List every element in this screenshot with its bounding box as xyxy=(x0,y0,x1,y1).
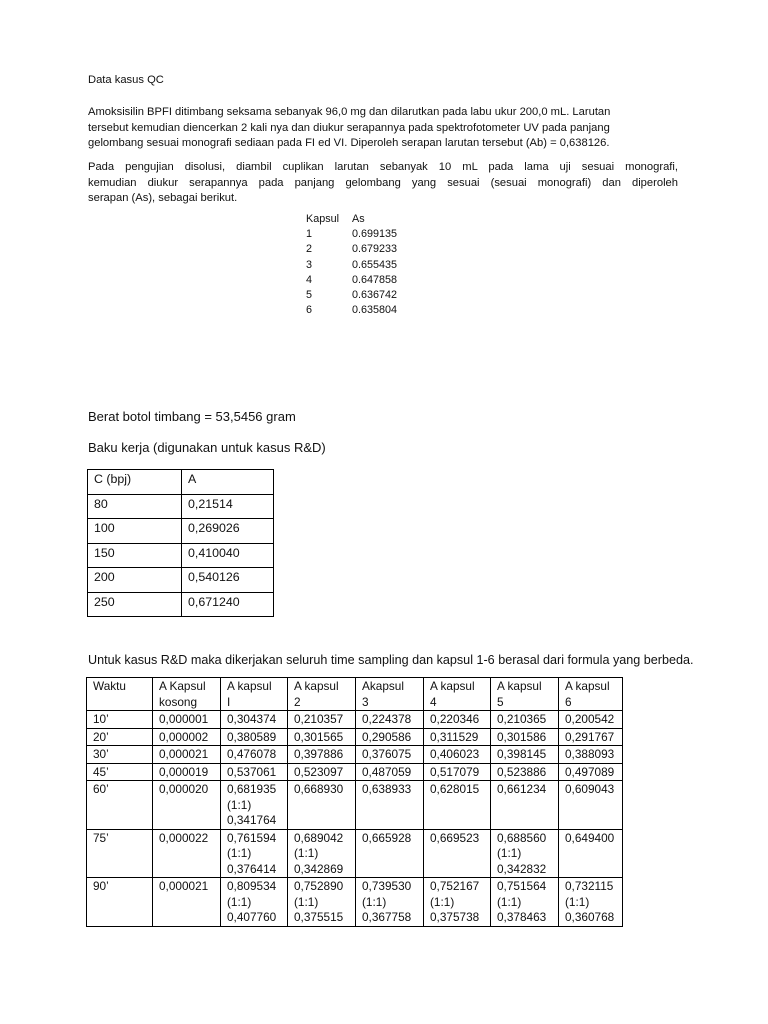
absorbance-cell xyxy=(288,746,356,764)
cell-line: (1:1) xyxy=(497,846,522,860)
absorbance-cell xyxy=(288,878,356,927)
cell-line: 0,220346 xyxy=(430,712,480,726)
absorbance-cell xyxy=(424,829,491,878)
absorbance-cell xyxy=(491,763,559,781)
cell-line: 0,665928 xyxy=(362,830,412,845)
kapsul-as-value: 0.635804 xyxy=(352,304,398,317)
kapsul-header: Kapsul xyxy=(306,213,340,225)
cell-line: 3 xyxy=(362,694,369,709)
table-row xyxy=(88,543,274,568)
kapsul-as-value: 0.636742 xyxy=(352,289,398,302)
absorbance-cell xyxy=(153,763,221,781)
time-cell xyxy=(87,763,153,781)
cell-line: 0,301565 xyxy=(294,729,344,744)
cell-line: 0,360768 xyxy=(565,910,615,924)
cell-line: 0,000002 xyxy=(159,729,209,744)
cell-line: 0,376414 xyxy=(227,861,277,876)
kapsul-number: 1 xyxy=(306,228,313,241)
absorbance-cell xyxy=(153,746,221,764)
table-row xyxy=(88,568,274,593)
cell-line: (1:1) xyxy=(227,894,252,909)
time-cell xyxy=(87,829,153,878)
cell-line: 0,367758 xyxy=(362,910,412,924)
table-row xyxy=(88,592,274,617)
cell-line: 20’ xyxy=(93,729,109,744)
table-cell: 80 xyxy=(88,494,182,519)
cell-line: 0,210357 xyxy=(294,712,344,726)
cell-line: 0,487059 xyxy=(362,764,412,779)
absorbance-cell xyxy=(356,829,424,878)
cell-line: 0,638933 xyxy=(362,782,412,796)
table-header-cell: C (bpj) xyxy=(88,470,182,495)
cell-line: 0,311529 xyxy=(430,729,479,744)
absorbance-cell xyxy=(153,878,221,927)
cell-line: 0,200542 xyxy=(565,712,615,726)
absorbance-cell xyxy=(221,878,288,927)
table-cell: 0,671240 xyxy=(182,592,274,617)
absorbance-cell xyxy=(288,763,356,781)
absorbance-cell xyxy=(424,746,491,764)
table-cell: 250 xyxy=(88,592,182,617)
cell-line: 0,761594 xyxy=(227,830,277,845)
cell-line: 0,398145 xyxy=(497,747,547,761)
kapsul-as-value: 0.655435 xyxy=(352,258,398,271)
cell-line: 0,523886 xyxy=(497,764,547,779)
cell-line: (1:1) xyxy=(362,894,387,909)
absorbance-cell xyxy=(288,829,356,878)
table-header-cell: A xyxy=(182,470,274,495)
absorbance-cell xyxy=(356,781,424,830)
table-row xyxy=(87,878,623,927)
cell-line: 10’ xyxy=(93,712,109,726)
time-cell xyxy=(87,711,153,729)
table-cell: 0,410040 xyxy=(182,543,274,568)
baku-kerja-table xyxy=(87,469,274,617)
cell-line: 90’ xyxy=(93,879,109,893)
absorbance-cell xyxy=(153,728,221,746)
cell-line: A kapsul xyxy=(565,679,610,693)
absorbance-cell xyxy=(424,763,491,781)
table-header-cell xyxy=(153,678,221,711)
absorbance-cell xyxy=(153,829,221,878)
cell-line: A kapsul xyxy=(294,679,339,693)
as-header: As xyxy=(352,213,365,225)
cell-line: 0,341764 xyxy=(227,813,277,827)
cell-line: A kapsul xyxy=(430,679,475,693)
cell-line: (1:1) xyxy=(227,846,252,860)
kapsul-number: 6 xyxy=(306,304,313,317)
cell-line: 0,689042 xyxy=(294,830,344,845)
cell-line: 45’ xyxy=(93,764,109,779)
table-header-cell xyxy=(221,678,288,711)
paragraph-line: kemudian diukur serapannya pada panjang gelombang yang sesuai (sesuai monografi) dan diperoleh xyxy=(88,176,678,189)
kapsul-list-row xyxy=(306,273,397,288)
rd-intro-text: Untuk kasus R&D maka dikerjakan seluruh time sampling dan kapsul 1-6 berasal dari formula yang berbeda. xyxy=(88,653,694,667)
table-row xyxy=(87,763,623,781)
table-cell: 0,269026 xyxy=(182,519,274,544)
paragraph-line: Pada pengujian disolusi, diambil cuplikan larutan sebanyak 10 mL pada lama uji sesuai monografi, xyxy=(88,161,678,173)
cell-line: 0,000019 xyxy=(159,764,209,779)
table-header-cell xyxy=(288,678,356,711)
cell-line: 0,210365 xyxy=(497,712,547,726)
cell-line: 75’ xyxy=(93,830,109,845)
absorbance-cell xyxy=(491,746,559,764)
table-row xyxy=(87,728,623,746)
cell-line: 0,380589 xyxy=(227,729,277,744)
absorbance-cell xyxy=(491,711,559,729)
absorbance-cell xyxy=(559,746,623,764)
cell-line: 0,669523 xyxy=(430,830,480,845)
absorbance-cell xyxy=(424,728,491,746)
table-row xyxy=(87,829,623,878)
absorbance-cell xyxy=(221,763,288,781)
cell-line: 2 xyxy=(294,694,301,709)
cell-line: 0,290586 xyxy=(362,729,412,744)
absorbance-cell xyxy=(491,781,559,830)
absorbance-cell xyxy=(288,711,356,729)
document-heading: Data kasus QC xyxy=(88,74,164,86)
kapsul-list-row xyxy=(306,242,397,257)
cell-line: Akapsul xyxy=(362,679,404,693)
kapsul-number: 2 xyxy=(306,243,313,256)
table-header-cell xyxy=(424,678,491,711)
cell-line: 0,668930 xyxy=(294,782,344,796)
cell-line: 0,397886 xyxy=(294,747,344,761)
absorbance-cell xyxy=(356,878,424,927)
baku-kerja-title: Baku kerja (digunakan untuk kasus R&D) xyxy=(88,440,326,455)
time-cell xyxy=(87,746,153,764)
cell-line: (1:1) xyxy=(565,894,590,909)
paragraph-line: tersebut kemudian diencerkan 2 kali nya dan diukur serapannya pada spektrofotometer UV pada panjang xyxy=(88,121,610,134)
cell-line: 0,000022 xyxy=(159,830,209,845)
paragraph-line: gelombang sesuai monografi sediaan pada FI ed VI. Diperoleh serapan larutan tersebut (Ab) = 0,638126. xyxy=(88,137,610,149)
absorbance-cell xyxy=(221,829,288,878)
cell-line: 60’ xyxy=(93,782,109,796)
absorbance-cell xyxy=(153,711,221,729)
cell-line: 0,000001 xyxy=(159,712,209,726)
time-cell xyxy=(87,728,153,746)
table-cell: 200 xyxy=(88,568,182,593)
absorbance-cell xyxy=(288,728,356,746)
cell-line: 30’ xyxy=(93,747,109,761)
cell-line: 0,388093 xyxy=(565,747,615,761)
absorbance-cell xyxy=(424,711,491,729)
cell-line: 4 xyxy=(430,694,437,709)
table-row xyxy=(88,519,274,544)
absorbance-cell xyxy=(356,728,424,746)
table-cell: 100 xyxy=(88,519,182,544)
absorbance-cell xyxy=(288,781,356,830)
cell-line: 0,661234 xyxy=(497,782,547,796)
absorbance-cell xyxy=(424,878,491,927)
absorbance-cell xyxy=(356,763,424,781)
cell-line: 0,375738 xyxy=(430,910,480,924)
kapsul-list-row xyxy=(306,258,397,273)
kapsul-list-row xyxy=(306,288,397,303)
absorbance-cell xyxy=(491,829,559,878)
absorbance-cell xyxy=(153,781,221,830)
kapsul-list-row xyxy=(306,227,397,242)
absorbance-cell xyxy=(356,746,424,764)
absorbance-cell xyxy=(356,711,424,729)
cell-line: A kapsul xyxy=(227,679,272,693)
cell-line: 0,406023 xyxy=(430,747,480,761)
absorbance-cell xyxy=(221,728,288,746)
cell-line: 0,752167 xyxy=(430,879,480,893)
cell-line: 0,523097 xyxy=(294,764,344,779)
kapsul-as-value: 0.647858 xyxy=(352,273,398,286)
cell-line: 0,732115 xyxy=(565,879,614,893)
cell-line: 0,224378 xyxy=(362,712,412,726)
cell-line: 0,649400 xyxy=(565,830,615,845)
table-header-row xyxy=(88,470,274,495)
paragraph-qc-standard xyxy=(88,105,670,152)
kapsul-number: 5 xyxy=(306,289,313,302)
time-cell xyxy=(87,781,153,830)
table-cell: 150 xyxy=(88,543,182,568)
kapsul-as-value: 0.699135 xyxy=(352,228,398,241)
absorbance-cell xyxy=(559,829,623,878)
cell-line: 0,342869 xyxy=(294,861,344,876)
cell-line: 0,000021 xyxy=(159,747,209,761)
cell-line: I xyxy=(227,694,231,709)
cell-line: 0,378463 xyxy=(497,910,547,924)
cell-line: 0,000020 xyxy=(159,782,209,796)
cell-line: (1:1) xyxy=(430,894,455,909)
cell-line: 5 xyxy=(497,694,504,709)
kapsul-as-value: 0.679233 xyxy=(352,243,398,256)
cell-line: 0,000021 xyxy=(159,879,209,893)
cell-line: 0,301586 xyxy=(497,729,547,744)
cell-line: 0,537061 xyxy=(227,764,277,779)
cell-line: 0,681935 xyxy=(227,782,277,796)
table-row xyxy=(87,711,623,729)
paragraph-line: Amoksisilin BPFI ditimbang seksama sebanyak 96,0 mg dan dilarutkan pada labu ukur 200,0 mL. Larutan xyxy=(88,106,611,118)
absorbance-cell xyxy=(221,746,288,764)
cell-line: A Kapsul xyxy=(159,679,206,693)
absorbance-cell xyxy=(491,878,559,927)
table-header-cell xyxy=(559,678,623,711)
table-header-cell xyxy=(356,678,424,711)
cell-line: 0,739530 xyxy=(362,879,412,893)
cell-line: 0,476078 xyxy=(227,747,277,761)
cell-line: 0,628015 xyxy=(430,782,480,796)
cell-line: (1:1) xyxy=(227,797,252,812)
table-row xyxy=(87,746,623,764)
absorbance-cell xyxy=(559,711,623,729)
paragraph-dissolution xyxy=(88,160,678,207)
cell-line: 0,342832 xyxy=(497,861,547,876)
absorbance-cell xyxy=(559,781,623,830)
table-row xyxy=(87,781,623,830)
cell-line: 0,517079 xyxy=(430,764,480,779)
cell-line: 0,375515 xyxy=(294,910,344,924)
table-header-cell xyxy=(491,678,559,711)
table-cell: 0,21514 xyxy=(182,494,274,519)
absorbance-cell xyxy=(221,711,288,729)
berat-botol-text: Berat botol timbang = 53,5456 gram xyxy=(88,409,296,424)
cell-line: 0,291767 xyxy=(565,729,615,744)
absorbance-cell xyxy=(559,878,623,927)
cell-line: 0,376075 xyxy=(362,747,412,761)
cell-line: 0,688560 xyxy=(497,830,547,845)
rd-absorbance-table xyxy=(86,677,623,927)
cell-line: A kapsul xyxy=(497,679,542,693)
absorbance-cell xyxy=(424,781,491,830)
absorbance-cell xyxy=(559,728,623,746)
table-cell: 0,540126 xyxy=(182,568,274,593)
cell-line: (1:1) xyxy=(294,846,319,860)
cell-line: 0,497089 xyxy=(565,764,615,779)
cell-line: 0,809534 xyxy=(227,879,277,893)
kapsul-list-header xyxy=(306,212,397,227)
kapsul-number: 4 xyxy=(306,273,313,286)
cell-line: Waktu xyxy=(93,679,126,693)
cell-line: 0,752890 xyxy=(294,879,344,893)
kapsul-list-row xyxy=(306,303,397,318)
cell-line: (1:1) xyxy=(497,894,522,909)
paragraph-line: serapan (As), sebagai berikut. xyxy=(88,192,238,204)
kapsul-number: 3 xyxy=(306,258,313,271)
cell-line: 0,304374 xyxy=(227,712,277,726)
table-header-row xyxy=(87,678,623,711)
absorbance-cell xyxy=(559,763,623,781)
cell-line: 0,407760 xyxy=(227,910,277,924)
table-header-cell xyxy=(87,678,153,711)
time-cell xyxy=(87,878,153,927)
cell-line: 0,751564 xyxy=(497,879,547,893)
absorbance-cell xyxy=(491,728,559,746)
cell-line: (1:1) xyxy=(294,894,319,909)
absorbance-cell xyxy=(221,781,288,830)
cell-line: 0,609043 xyxy=(565,782,615,796)
table-row xyxy=(88,494,274,519)
cell-line: kosong xyxy=(159,694,198,709)
kapsul-absorbance-list xyxy=(306,212,397,318)
cell-line: 6 xyxy=(565,694,572,709)
